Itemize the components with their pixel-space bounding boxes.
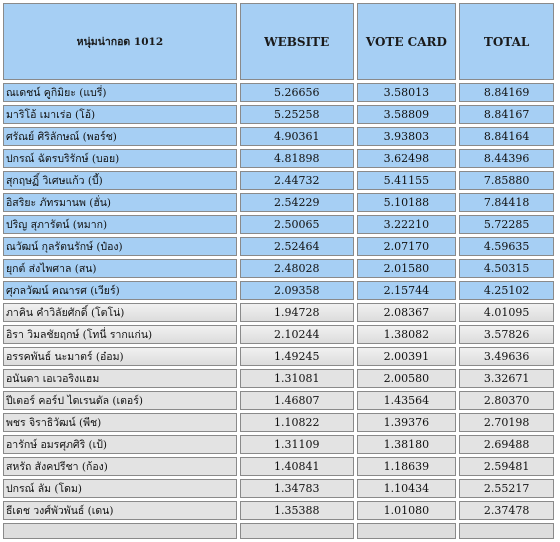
total-score: 2.69488 (459, 435, 554, 454)
header-contest-title (3, 3, 237, 80)
total-score: 4.59635 (459, 237, 554, 256)
website-score: 2.10244 (240, 325, 354, 344)
website-score: 1.10822 (240, 413, 354, 432)
website-score: 2.54229 (240, 193, 354, 212)
contestant-name: ณเดชน์ คูกิมิยะ (แบรี่) (3, 83, 237, 102)
website-score: 2.50065 (240, 215, 354, 234)
contestant-name: ปริญ สุภารัตน์ (หมาก) (3, 215, 237, 234)
contestant-name: ธีเดช วงศ์พัวพันธ์ (เดน) (3, 501, 237, 520)
table-row (3, 501, 554, 520)
total-score: 4.25102 (459, 281, 554, 300)
total-score: 8.84167 (459, 105, 554, 124)
header-website-text: WEBSITE (264, 34, 330, 49)
vote-card-score: 1.43564 (357, 391, 457, 410)
total-score: 2.80370 (459, 391, 554, 410)
table-row (3, 127, 554, 146)
vote-card-score: 3.58809 (357, 105, 457, 124)
contestant-name: อรรคพันธ์ นะมาตร์ (อ๋อม) (3, 347, 237, 366)
table-row (3, 369, 554, 388)
table-row (3, 259, 554, 278)
total-score: 2.37478 (459, 501, 554, 520)
table-row (3, 391, 554, 410)
vote-card-score: 1.18639 (357, 457, 457, 476)
website-score: 1.94728 (240, 303, 354, 322)
contestant-name: อนันดา เอเวอริงแฮม (3, 369, 237, 388)
vote-card-score: 5.10188 (357, 193, 457, 212)
header-website (240, 3, 354, 80)
website-score: 2.09358 (240, 281, 354, 300)
table-header (3, 3, 554, 80)
total-score: 8.84164 (459, 127, 554, 146)
website-score: 1.31109 (240, 435, 354, 454)
website-score: 5.25258 (240, 105, 354, 124)
table-row (3, 347, 554, 366)
table-row (3, 149, 554, 168)
vote-card-score: 1.38180 (357, 435, 457, 454)
vote-card-score: 3.93803 (357, 127, 457, 146)
total-score: 2.70198 (459, 413, 554, 432)
table-row (3, 303, 554, 322)
vote-card-score: 1.01080 (357, 501, 457, 520)
header-vote-card-text: VOTE CARD (365, 34, 447, 49)
table-row (3, 435, 554, 454)
website-score: 2.52464 (240, 237, 354, 256)
table-row (3, 457, 554, 476)
vote-card-score: 2.01580 (357, 259, 457, 278)
table-body (3, 83, 554, 539)
website-score: 1.46807 (240, 391, 354, 410)
total-score: 3.49636 (459, 347, 554, 366)
table-row (3, 193, 554, 212)
website-score: 5.26656 (240, 83, 354, 102)
total-score: 3.57826 (459, 325, 554, 344)
vote-card-score: 3.62498 (357, 149, 457, 168)
vote-card-score: 5.41155 (357, 171, 457, 190)
vote-card-score: 2.15744 (357, 281, 457, 300)
vote-card-score: 3.22210 (357, 215, 457, 234)
vote-card-score: 2.00391 (357, 347, 457, 366)
website-score: 2.48028 (240, 259, 354, 278)
contestant-name: ปีเตอร์ คอร์ป ไดเรนดัล (เตอร์) (3, 391, 237, 410)
table-row (3, 215, 554, 234)
contestant-name: ศุภลวัฒน์ คณารศ (เวียร์) (3, 281, 237, 300)
table-row (3, 281, 554, 300)
vote-card-score: 2.07170 (357, 237, 457, 256)
website-score: 1.34783 (240, 479, 354, 498)
empty-cell (240, 523, 354, 539)
website-score: 1.31081 (240, 369, 354, 388)
table-row (3, 83, 554, 102)
table-row (3, 171, 554, 190)
website-score: 4.90361 (240, 127, 354, 146)
contestant-name: อารักษ์ อมรศุภศิริ (เป้) (3, 435, 237, 454)
total-score: 4.01095 (459, 303, 554, 322)
total-score: 7.85880 (459, 171, 554, 190)
contestant-name: อิรา วิมลชัยฤกษ์ (โทนี่ รากแก่น) (3, 325, 237, 344)
contestant-name: พชร จิราธิวัฒน์ (พีช) (3, 413, 237, 432)
contestant-name: อิสริยะ ภัทรมานพ (ฮั่น) (3, 193, 237, 212)
total-score: 3.32671 (459, 369, 554, 388)
vote-card-score: 1.39376 (357, 413, 457, 432)
contestant-name: ภาคิน คำวิลัยศักดิ์ (โตโน่) (3, 303, 237, 322)
website-score: 1.40841 (240, 457, 354, 476)
vote-card-score: 2.08367 (357, 303, 457, 322)
total-score: 4.50315 (459, 259, 554, 278)
table-row (3, 237, 554, 256)
header-row (3, 3, 554, 80)
contestant-name: สุกฤษฏิ์ วิเศษแก้ว (บี้) (3, 171, 237, 190)
total-score: 7.84418 (459, 193, 554, 212)
table-row (3, 479, 554, 498)
contestant-name: ยุกต์ ส่งไพศาล (สน) (3, 259, 237, 278)
header-total-text: TOTAL (483, 34, 530, 49)
total-score: 2.55217 (459, 479, 554, 498)
website-score: 2.44732 (240, 171, 354, 190)
contestant-name: ปกรณ์ ฉัตรบริรักษ์ (บอย) (3, 149, 237, 168)
empty-table-row (3, 523, 554, 539)
table-row (3, 325, 554, 344)
total-score: 8.44396 (459, 149, 554, 168)
contestant-name: สหรัถ สังคปรีชา (ก้อง) (3, 457, 237, 476)
header-vote-card (357, 3, 457, 80)
header-contest-title-text: หนุ่มน่ากอด 1012 (76, 36, 164, 48)
empty-cell (357, 523, 457, 539)
header-total (459, 3, 554, 80)
vote-card-score: 3.58013 (357, 83, 457, 102)
website-score: 4.81898 (240, 149, 354, 168)
website-score: 1.49245 (240, 347, 354, 366)
empty-cell (3, 523, 237, 539)
total-score: 5.72285 (459, 215, 554, 234)
contestant-name: ศรัณย์ ศิริลักษณ์ (พอร์ช) (3, 127, 237, 146)
vote-card-score: 1.38082 (357, 325, 457, 344)
website-score: 1.35388 (240, 501, 354, 520)
total-score: 8.84169 (459, 83, 554, 102)
contestant-name: ณวัฒน์ กุลรัตนรักษ์ (ป๋อง) (3, 237, 237, 256)
total-score: 2.59481 (459, 457, 554, 476)
vote-card-score: 2.00580 (357, 369, 457, 388)
vote-card-score: 1.10434 (357, 479, 457, 498)
table-row (3, 105, 554, 124)
contestant-name: มาริโอ้ เมาเร่อ (โอ้) (3, 105, 237, 124)
table-row (3, 413, 554, 432)
empty-cell (459, 523, 554, 539)
contestant-name: ปกรณ์ ลัม (โดม) (3, 479, 237, 498)
